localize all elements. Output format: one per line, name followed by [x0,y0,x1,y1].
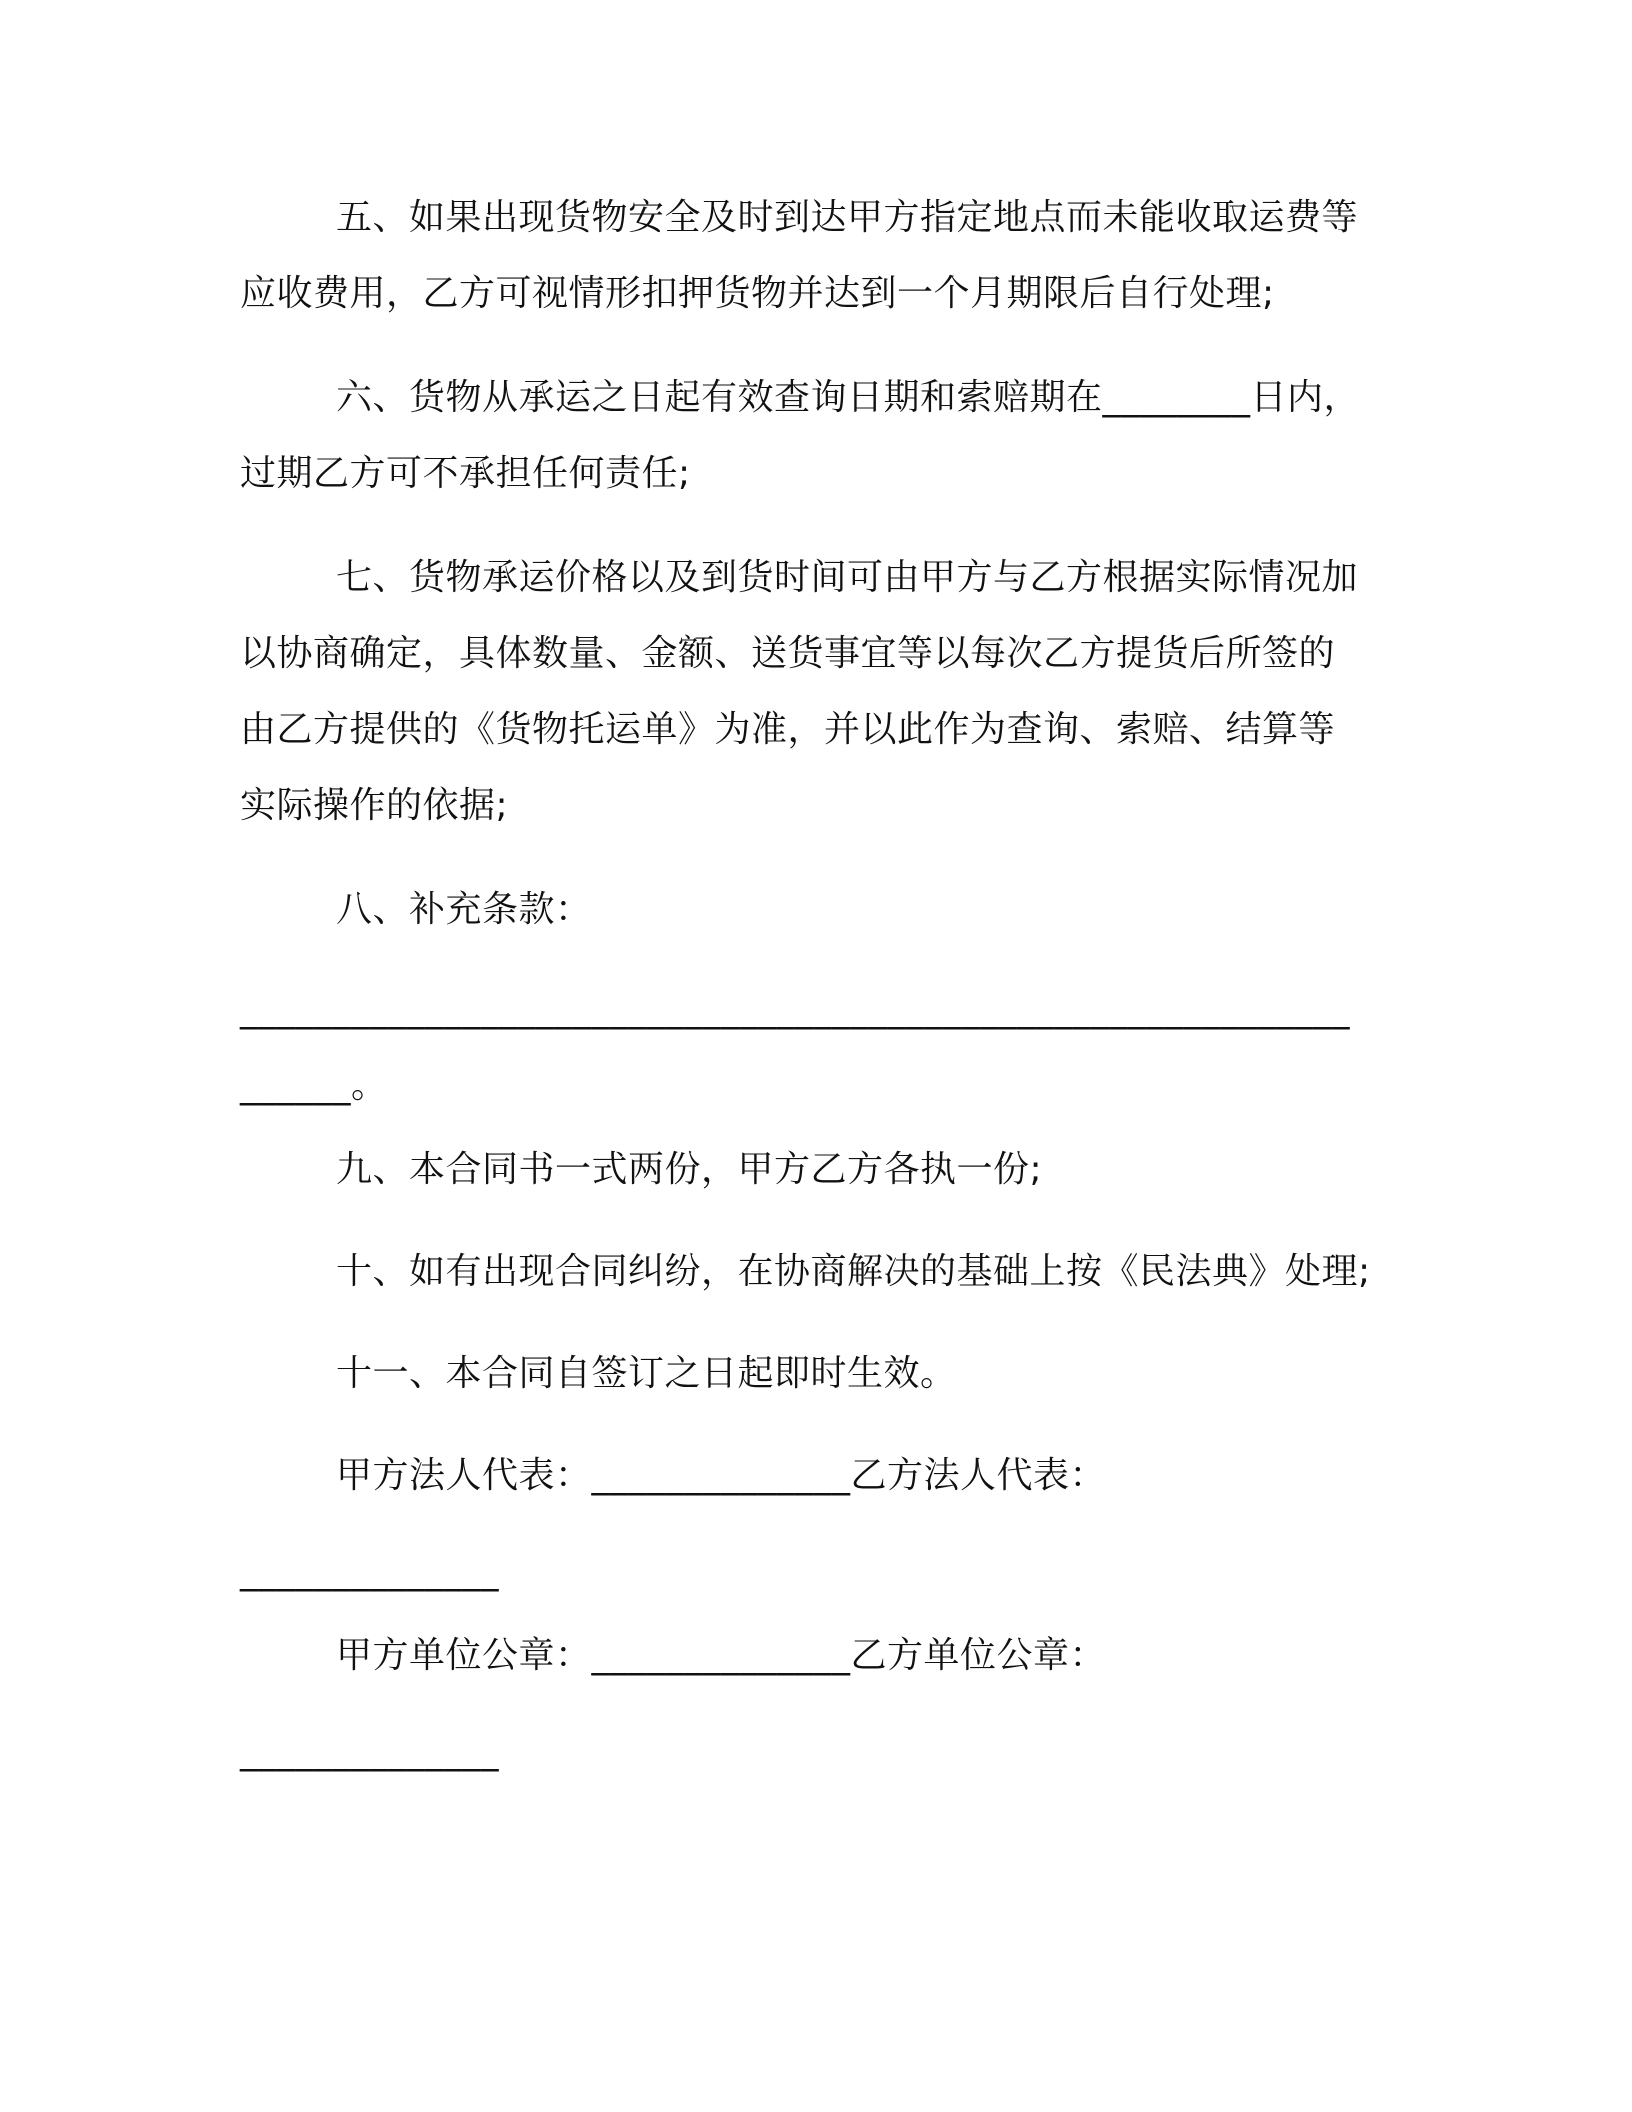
clause-8-heading: 八、补充条款： [336,889,592,930]
company-seal-blank: ______________ [240,1731,499,1772]
legal-representative-blank: ______________ [240,1551,499,1592]
clause-9: 九、本合同书一式两份，甲方乙方各执一份; [336,1149,1043,1190]
clause-7-line-3: 由乙方提供的《货物托运单》为准，并以此作为查询、索赔、结算等 [240,709,1336,750]
clause-7-line-4: 实际操作的依据; [240,785,509,826]
clause-8-blank-line-2: ______。 [240,1065,388,1106]
clause-5-line-1: 五、如果出现货物安全及时到达甲方指定地点而未能收取运费等 [336,197,1359,238]
clause-11: 十一、本合同自签订之日起即时生效。 [336,1353,957,1394]
clause-6-line-1: 六、货物从承运之日起有效查询日期和索赔期在________日内， [336,377,1361,418]
legal-representatives-line: 甲方法人代表：______________乙方法人代表： [336,1455,1107,1496]
clause-7-line-2: 以协商确定，具体数量、金额、送货事宜等以每次乙方提货后所签的 [240,633,1336,674]
clause-8-blank-line-1: ____________________________________________________________ [240,989,1350,1030]
clause-7-line-1: 七、货物承运价格以及到货时间可由甲方与乙方根据实际情况加 [336,557,1359,598]
clause-5-line-2: 应收费用，乙方可视情形扣押货物并达到一个月期限后自行处理; [240,273,1275,314]
clause-6-line-2: 过期乙方可不承担任何责任; [240,453,691,494]
company-seals-line: 甲方单位公章：______________乙方单位公章： [336,1635,1107,1676]
clause-10: 十、如有出现合同纠纷，在协商解决的基础上按《民法典》处理; [336,1251,1371,1292]
